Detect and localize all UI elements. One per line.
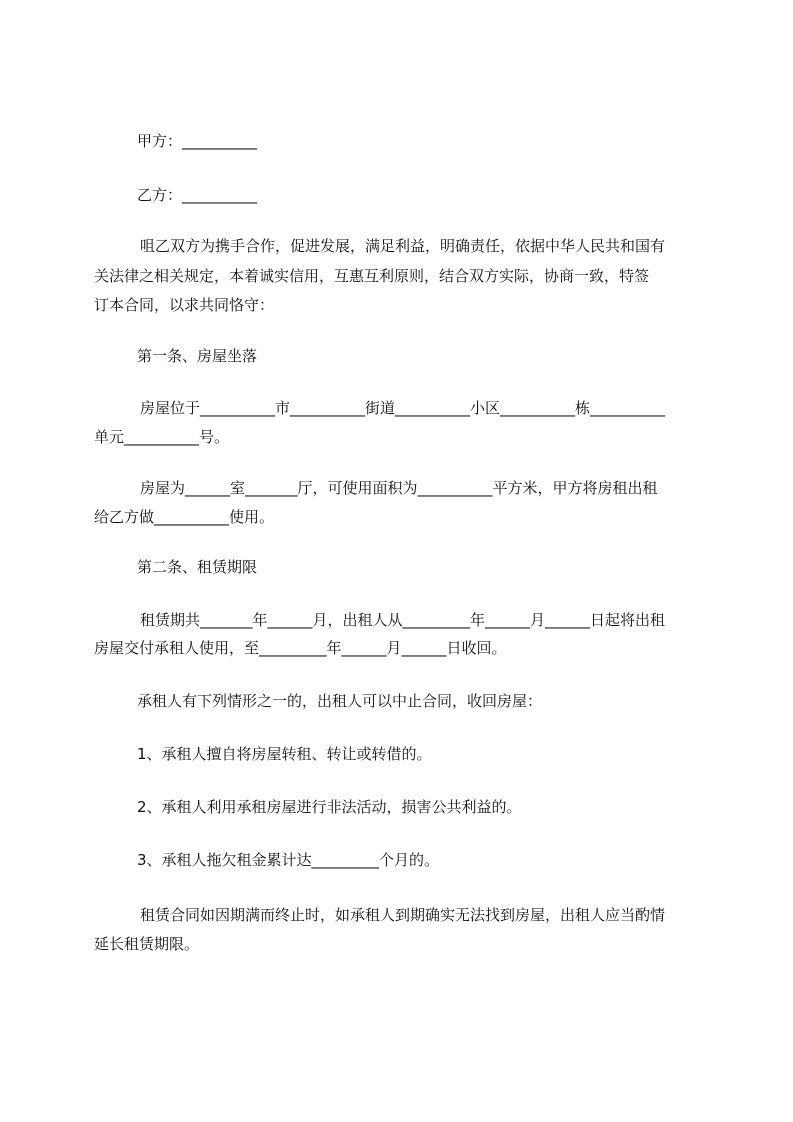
location-line-1: 房屋位于__________市__________街道__________小区__________栋__________	[140, 399, 666, 417]
party-a-line: 甲方：__________	[137, 132, 258, 150]
preamble-line-3: 订本合同，以求共同恪守：	[94, 296, 275, 314]
layout-line-2: 给乙方做__________使用。	[94, 508, 275, 526]
location-line-2: 单元__________号。	[94, 428, 230, 446]
term-line-1: 租赁期共_______年______月，出租人从_________年______月______日起将出租	[140, 611, 666, 629]
termination-item-3: 3、承租人拖欠租金累计达_________个月的。	[137, 851, 440, 869]
preamble-line-2: 关法律之相关规定，本着诚实信用，互惠互利原则，结合双方实际，协商一致，特签	[94, 267, 650, 285]
party-b-line: 乙方：__________	[137, 186, 258, 204]
termination-intro: 承租人有下列情形之一的，出租人可以中止合同，收回房屋：	[137, 692, 543, 710]
preamble-line-1: 咀乙双方为携手合作，促进发展，满足利益，明确责任，依据中华人民共和国有	[140, 237, 666, 255]
extension-line-2: 延长租赁期限。	[94, 935, 200, 953]
layout-line-1: 房屋为______室_______厅，可使用面积为__________平方米，甲方将房租出租	[140, 479, 658, 497]
term-line-2: 房屋交付承租人使用，至_________年______月______日收回。	[94, 639, 507, 657]
termination-item-2: 2、承租人利用承租房屋进行非法活动，损害公共利益的。	[137, 798, 522, 816]
article-1-heading: 第一条、房屋坐落	[137, 347, 258, 365]
termination-item-1: 1、承租人擅自将房屋转租、转让或转借的。	[137, 745, 432, 763]
article-2-heading: 第二条、租赁期限	[137, 558, 258, 576]
extension-line-1: 租赁合同如因期满而终止时，如承租人到期确实无法找到房屋，出租人应当酌情	[140, 906, 666, 924]
